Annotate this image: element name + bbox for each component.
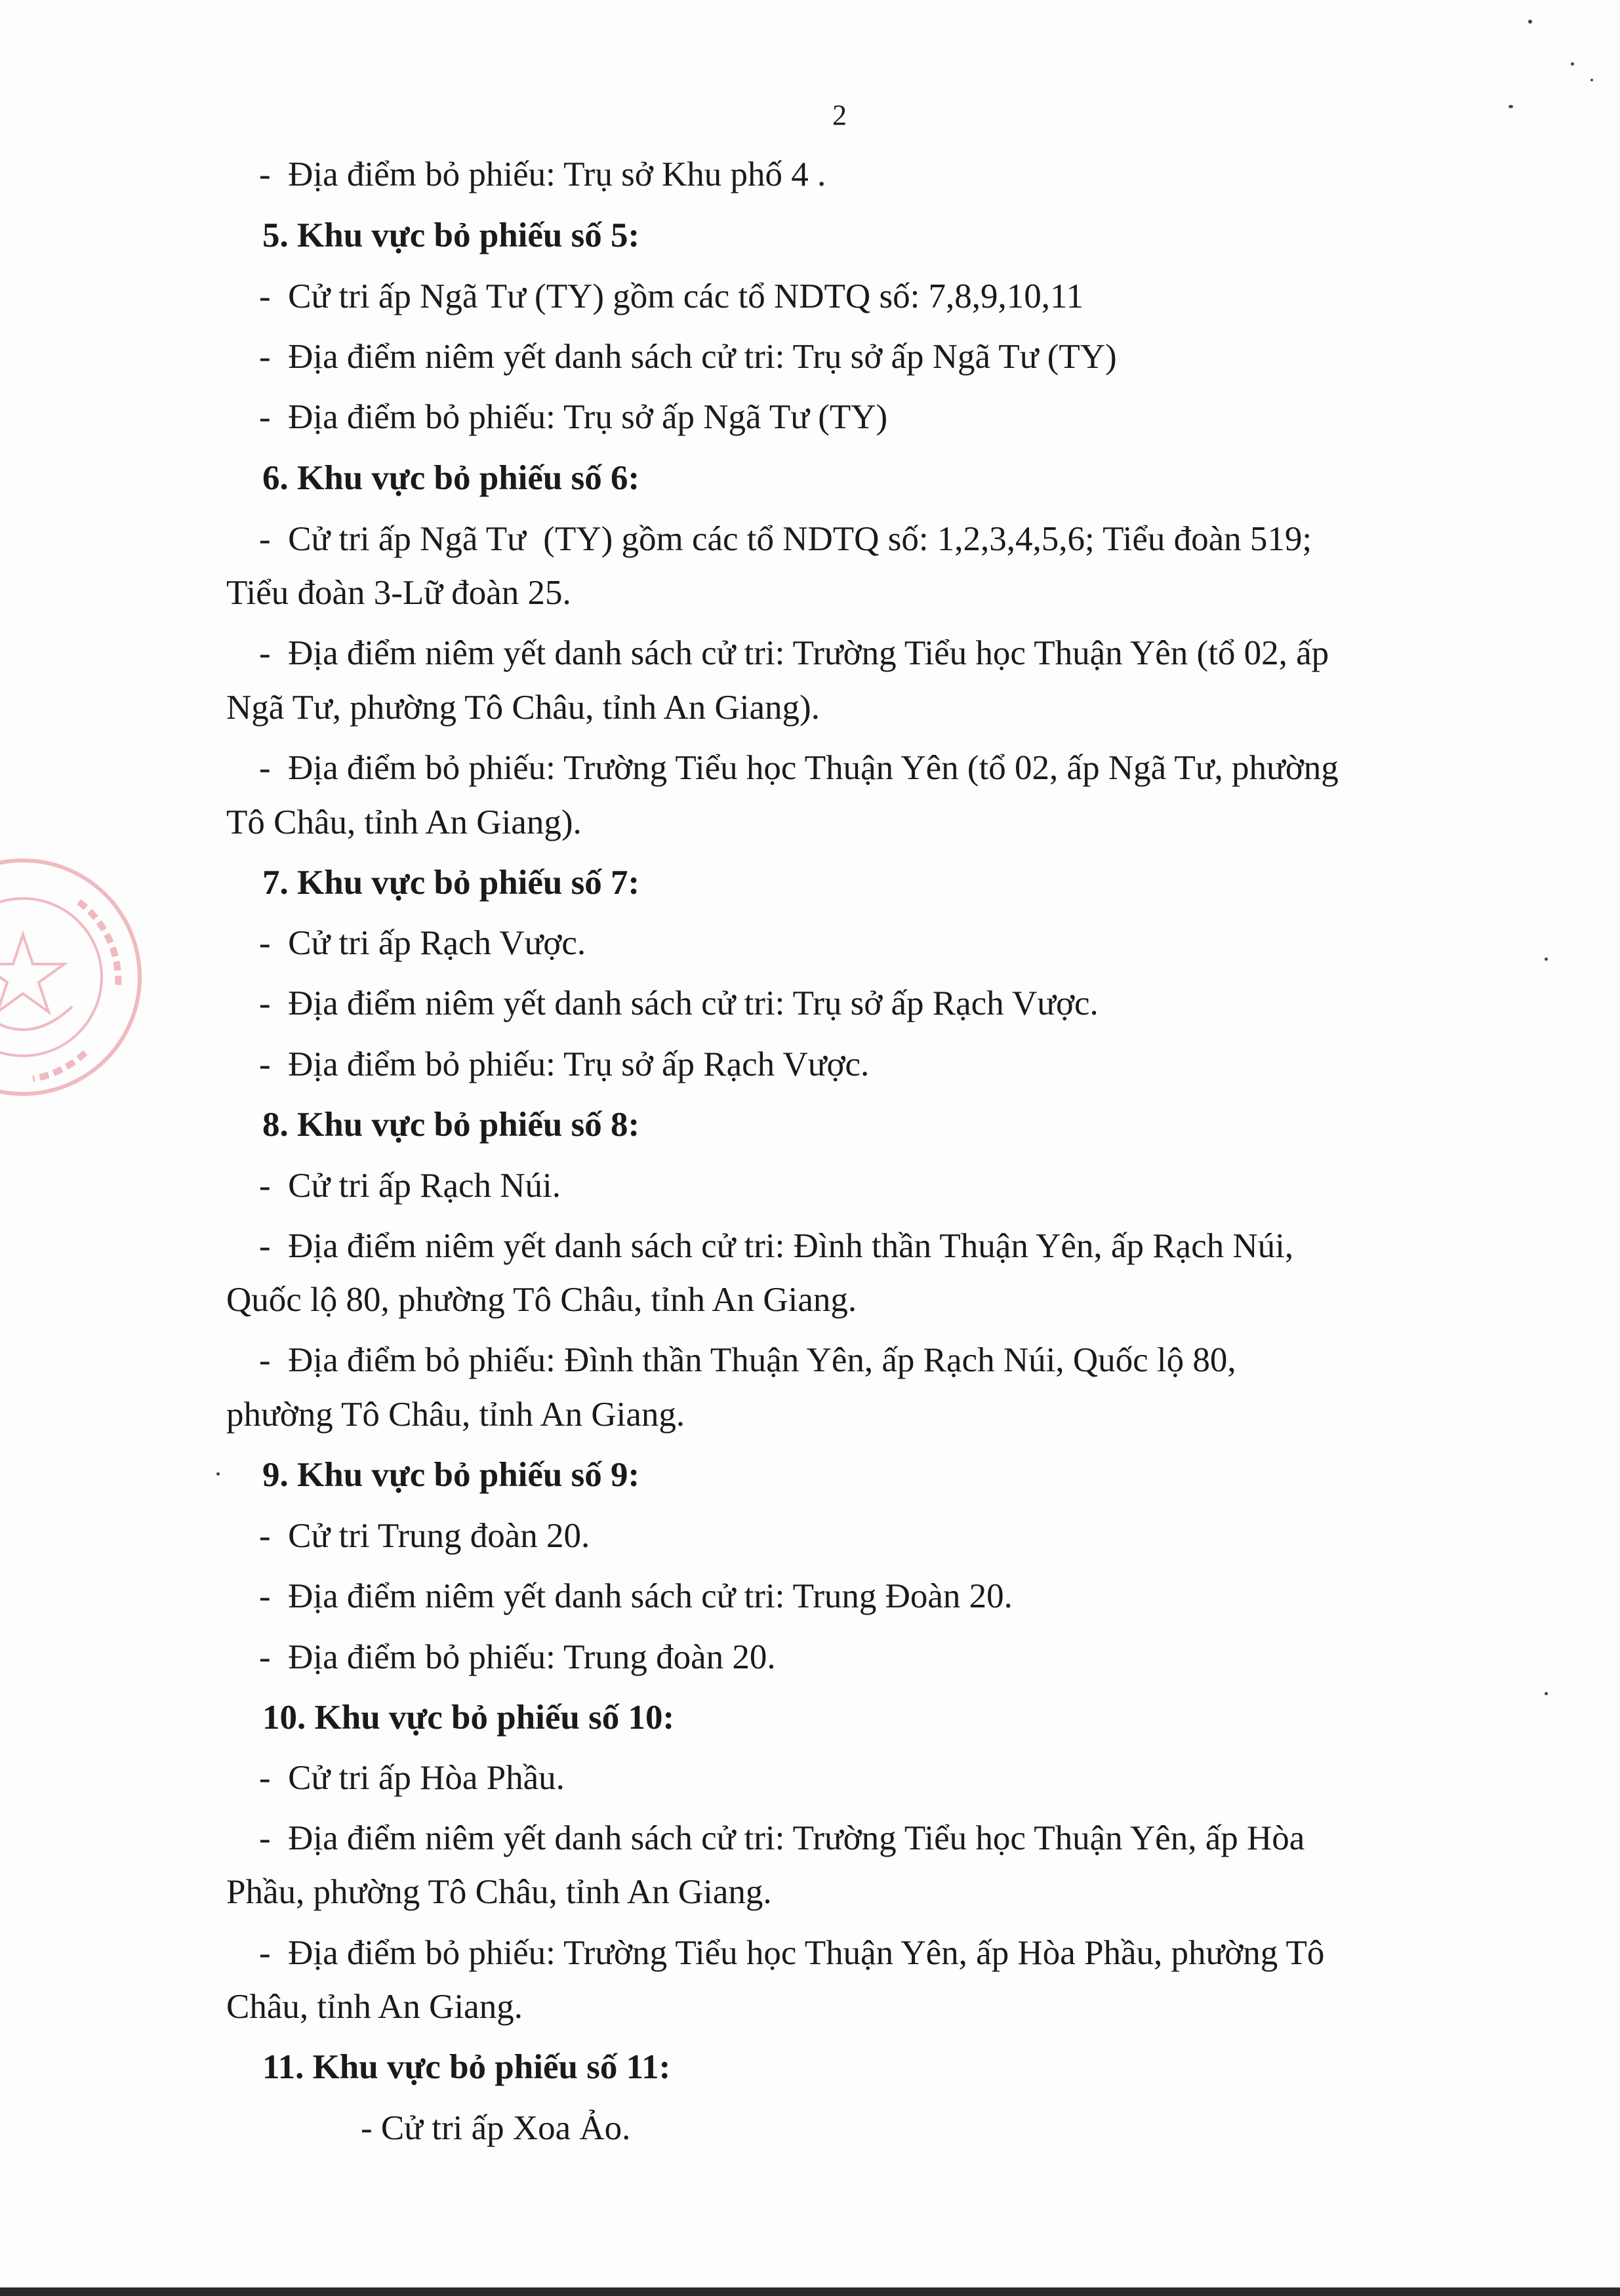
scan-bottom-edge [0, 2287, 1620, 2296]
text-line: - Địa điểm niêm yết danh sách cử tri: Trụ sở ấp Ngã Tư (TY) [259, 338, 1117, 376]
section-heading-11: 11. Khu vực bỏ phiếu số 11: [262, 2048, 671, 2086]
section-heading-5: 5. Khu vực bỏ phiếu số 5: [262, 216, 640, 254]
text-line: - Cử tri ấp Rạch Núi. [259, 1167, 561, 1205]
text-line: - Địa điểm bỏ phiếu: Trụ sở Khu phố 4 . [259, 155, 826, 193]
text-line: - Cử tri ấp Ngã Tư (TY) gồm các tổ NDTQ số: 7,8,9,10,11 [259, 277, 1084, 315]
text-line: - Địa điểm niêm yết danh sách cử tri: Trường Tiểu học Thuận Yên (tổ 02, ấp [259, 634, 1329, 672]
scan-speck [216, 1472, 220, 1476]
scan-speck [1590, 79, 1593, 81]
text-line: phường Tô Châu, tỉnh An Giang. [226, 1396, 685, 1434]
section-heading-6: 6. Khu vực bỏ phiếu số 6: [262, 459, 640, 497]
official-seal-stamp [0, 856, 144, 1098]
text-line: - Địa điểm niêm yết danh sách cử tri: Trung Đoàn 20. [259, 1577, 1013, 1615]
section-heading-8: 8. Khu vực bỏ phiếu số 8: [262, 1106, 640, 1144]
scan-speck [1545, 1692, 1548, 1695]
text-line: - Địa điểm bỏ phiếu: Trường Tiểu học Thuận Yên (tổ 02, ấp Ngã Tư, phường [259, 749, 1339, 787]
text-line: - Cử tri ấp Hòa Phầu. [259, 1759, 565, 1797]
text-line: - Địa điểm bỏ phiếu: Đình thần Thuận Yên, ấp Rạch Núi, Quốc lộ 80, [259, 1341, 1236, 1379]
text-line: - Cử tri ấp Rạch Vược. [259, 924, 586, 962]
section-heading-9: 9. Khu vực bỏ phiếu số 9: [262, 1456, 640, 1494]
text-line: Ngã Tư, phường Tô Châu, tỉnh An Giang). [226, 689, 820, 727]
section-heading-10: 10. Khu vực bỏ phiếu số 10: [262, 1699, 675, 1737]
text-line: - Địa điểm niêm yết danh sách cử tri: Đình thần Thuận Yên, ấp Rạch Núi, [259, 1227, 1294, 1265]
scan-speck [1509, 105, 1513, 108]
text-line: Phầu, phường Tô Châu, tỉnh An Giang. [226, 1873, 772, 1911]
text-line: Châu, tỉnh An Giang. [226, 1988, 523, 2026]
text-line: - Địa điểm bỏ phiếu: Trung đoàn 20. [259, 1638, 776, 1676]
text-line: - Địa điểm niêm yết danh sách cử tri: Trường Tiểu học Thuận Yên, ấp Hòa [259, 1819, 1305, 1857]
text-line: - Địa điểm bỏ phiếu: Trụ sở ấp Rạch Vược. [259, 1045, 870, 1083]
text-line: - Địa điểm bỏ phiếu: Trường Tiểu học Thuận Yên, ấp Hòa Phầu, phường Tô [259, 1934, 1325, 1972]
text-line: Tiểu đoàn 3-Lữ đoàn 25. [226, 574, 571, 612]
text-line: - Địa điểm niêm yết danh sách cử tri: Trụ sở ấp Rạch Vược. [259, 984, 1099, 1022]
page-number: 2 [832, 99, 847, 131]
scan-speck [1545, 957, 1548, 961]
text-line: - Cử tri Trung đoàn 20. [259, 1517, 590, 1555]
text-line: - Cử tri ấp Ngã Tư (TY) gồm các tổ NDTQ số: 1,2,3,4,5,6; Tiểu đoàn 519; [259, 520, 1312, 558]
scan-speck [1571, 62, 1574, 66]
text-line: - Địa điểm bỏ phiếu: Trụ sở ấp Ngã Tư (TY) [259, 398, 888, 436]
text-line: Quốc lộ 80, phường Tô Châu, tỉnh An Giang. [226, 1281, 857, 1319]
scan-speck [1528, 20, 1532, 24]
text-line: Tô Châu, tỉnh An Giang). [226, 803, 582, 841]
section-heading-7: 7. Khu vực bỏ phiếu số 7: [262, 864, 640, 902]
text-line: - Cử tri ấp Xoa Ảo. [361, 2109, 631, 2147]
